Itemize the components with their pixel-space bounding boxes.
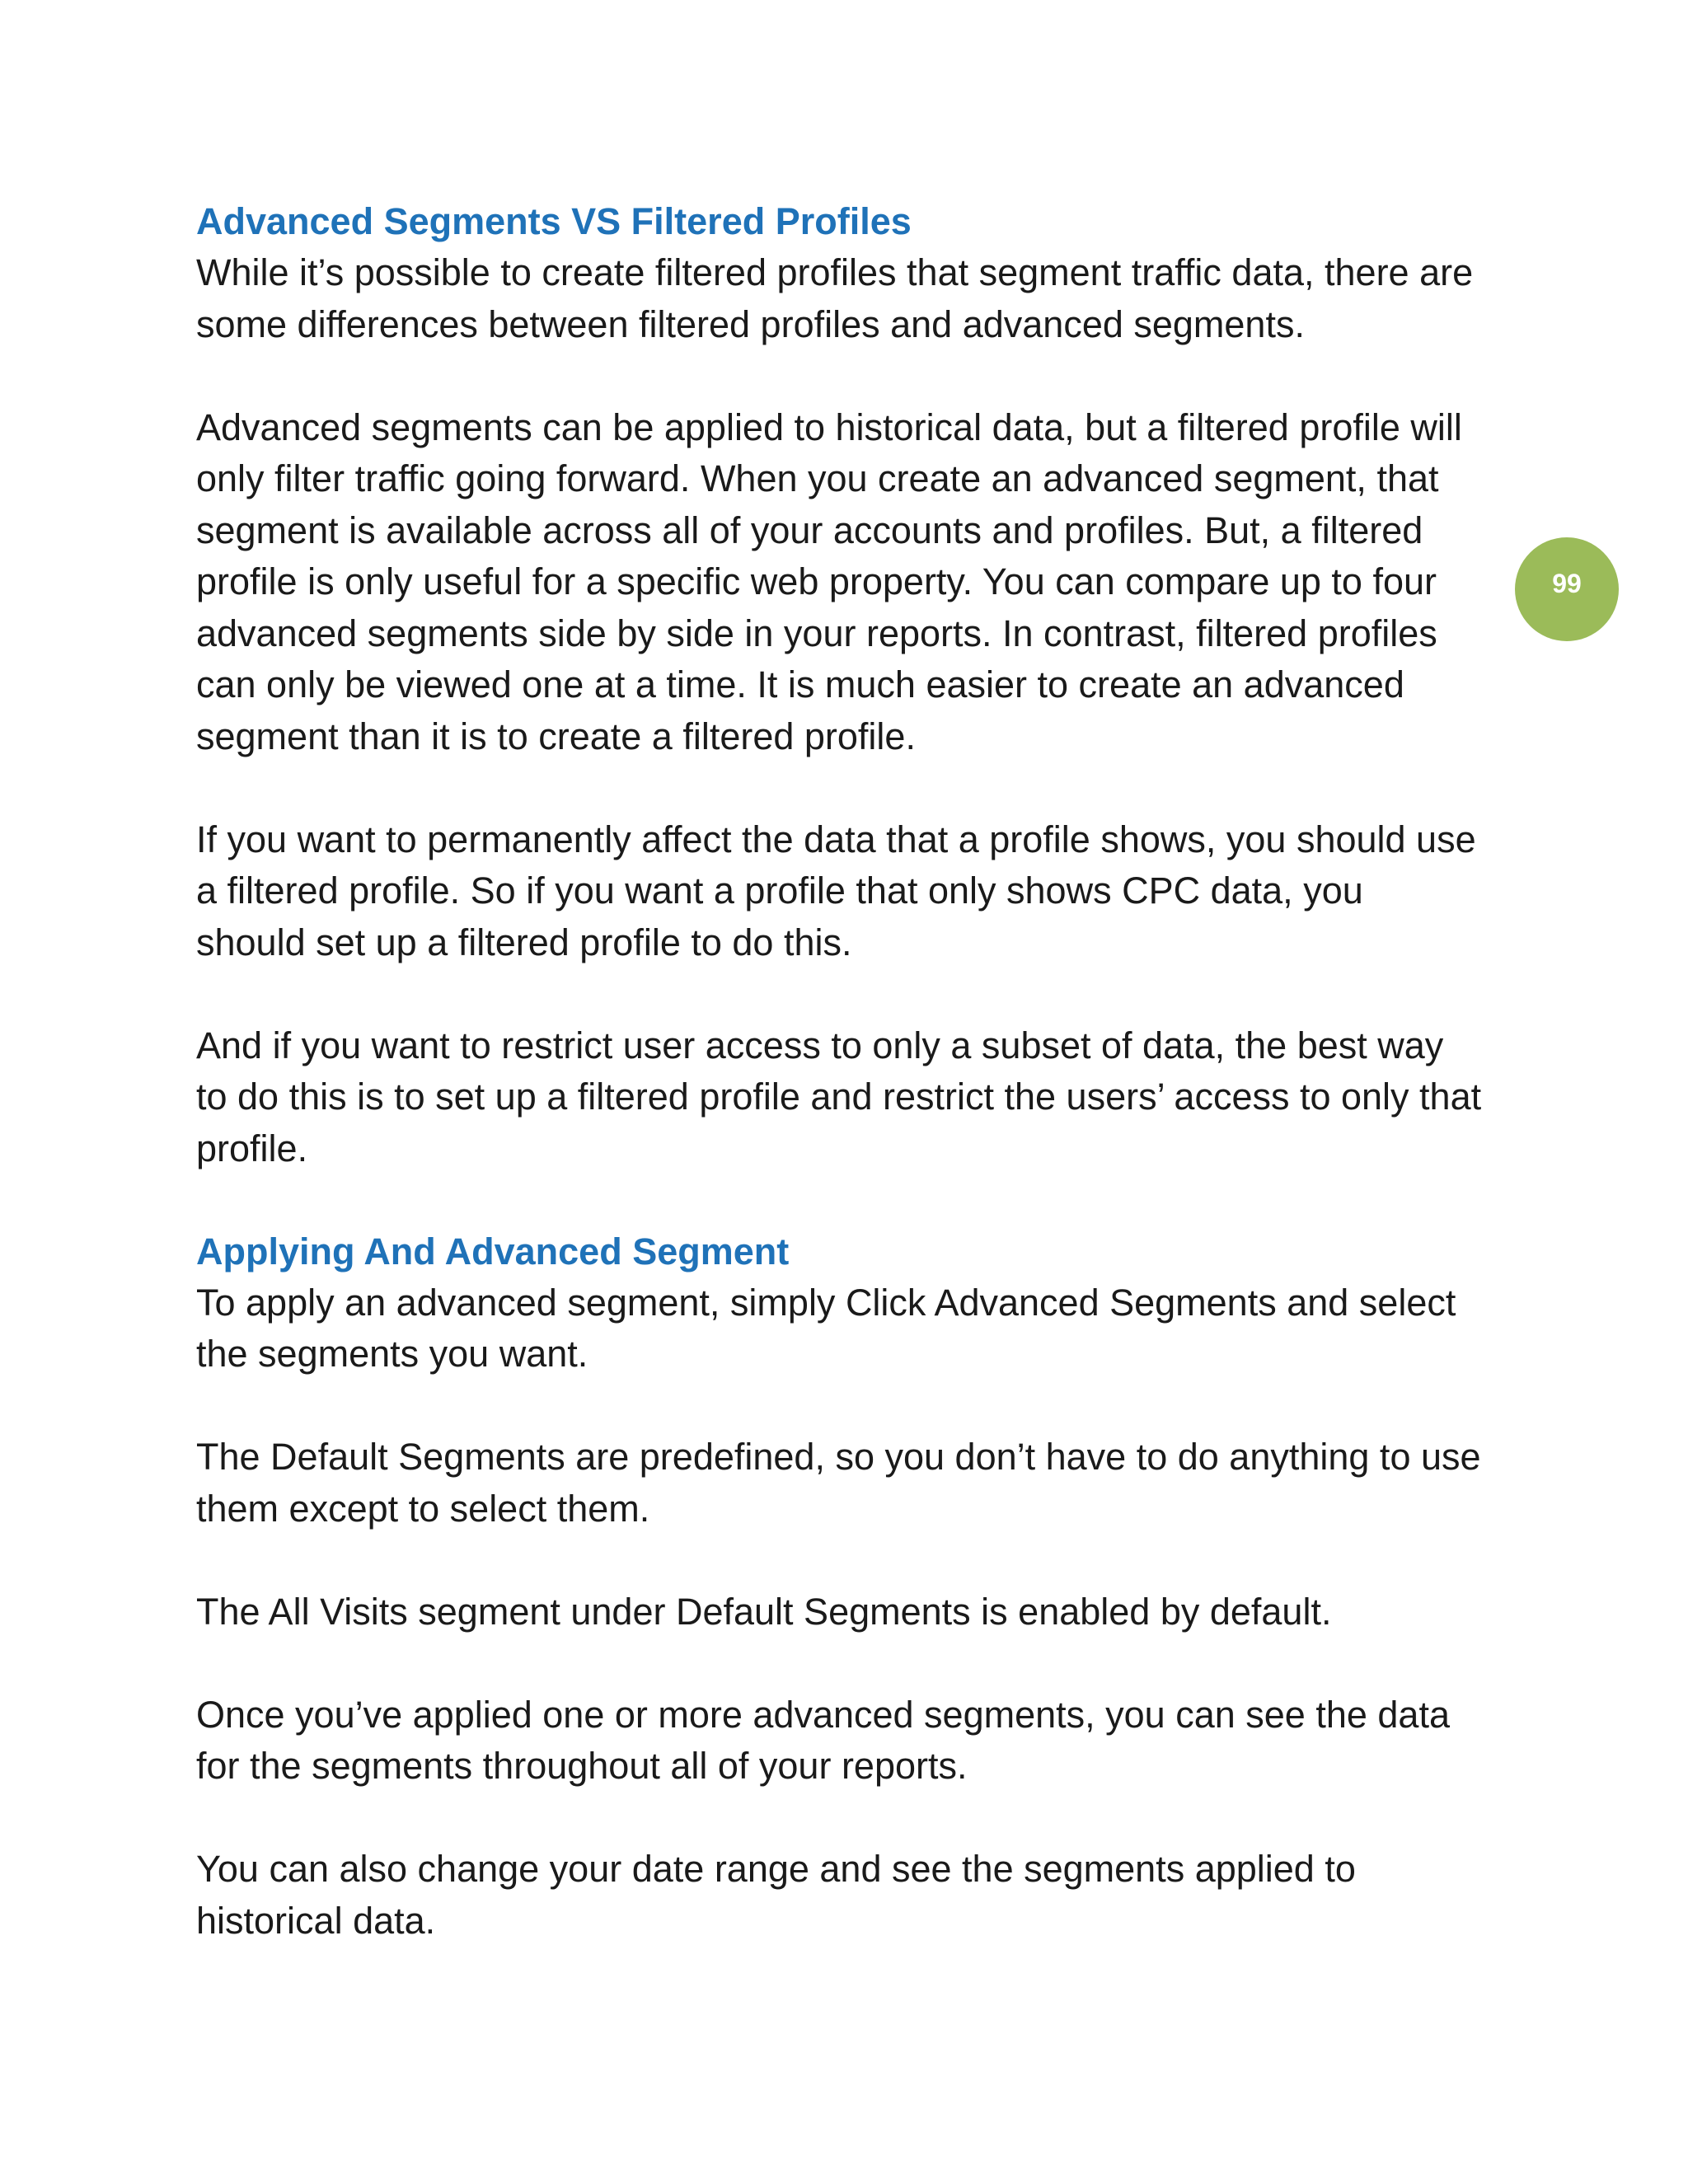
paragraph: The All Visits segment under Default Segments is enabled by default. [196, 1590, 1332, 1633]
page-number: 99 [1552, 568, 1582, 598]
paragraph: If you want to permanently affect the data that a profile shows, you should use a filtered profile. So if you want a profile that only shows CPC data, you should set up a filtered profile to do this. [196, 818, 1476, 963]
paragraph: While it’s possible to create filtered profiles that segment traffic data, there are some differences between filtered profiles and advanced segments. [196, 251, 1474, 345]
page-content [196, 196, 1482, 1947]
page-number-badge [1515, 537, 1619, 641]
paragraph: Advanced segments can be applied to historical data, but a filtered profile will only filter traffic going forward. When you create an advanced segment, that segment is available across all of your accounts and profiles. But, a filtered profile is only useful for a specific web property. You can compare up to four advanced segments side by side in your reports. In contrast, filtered profiles can only be viewed one at a time. It is much easier to create an advanced segment than it is to create a filtered profile. [196, 405, 1462, 757]
section-heading-advanced-segments-vs-filtered-profiles: Advanced Segments VS Filtered Profiles [196, 200, 912, 242]
paragraph: To apply an advanced segment, simply Click Advanced Segments and select the segments you want. [196, 1281, 1456, 1375]
paragraph: You can also change your date range and see the segments applied to historical data. [196, 1848, 1356, 1942]
paragraph: The Default Segments are predefined, so you don’t have to do anything to use them except to select them. [196, 1436, 1481, 1530]
paragraph: And if you want to restrict user access to only a subset of data, the best way to do this is to set up a filtered profile and restrict the users’ access to only that profile. [196, 1024, 1482, 1169]
section-heading-applying-advanced-segment: Applying And Advanced Segment [196, 1230, 790, 1272]
paragraph: Once you’ve applied one or more advanced segments, you can see the data for the segments throughout all of your reports. [196, 1693, 1450, 1787]
